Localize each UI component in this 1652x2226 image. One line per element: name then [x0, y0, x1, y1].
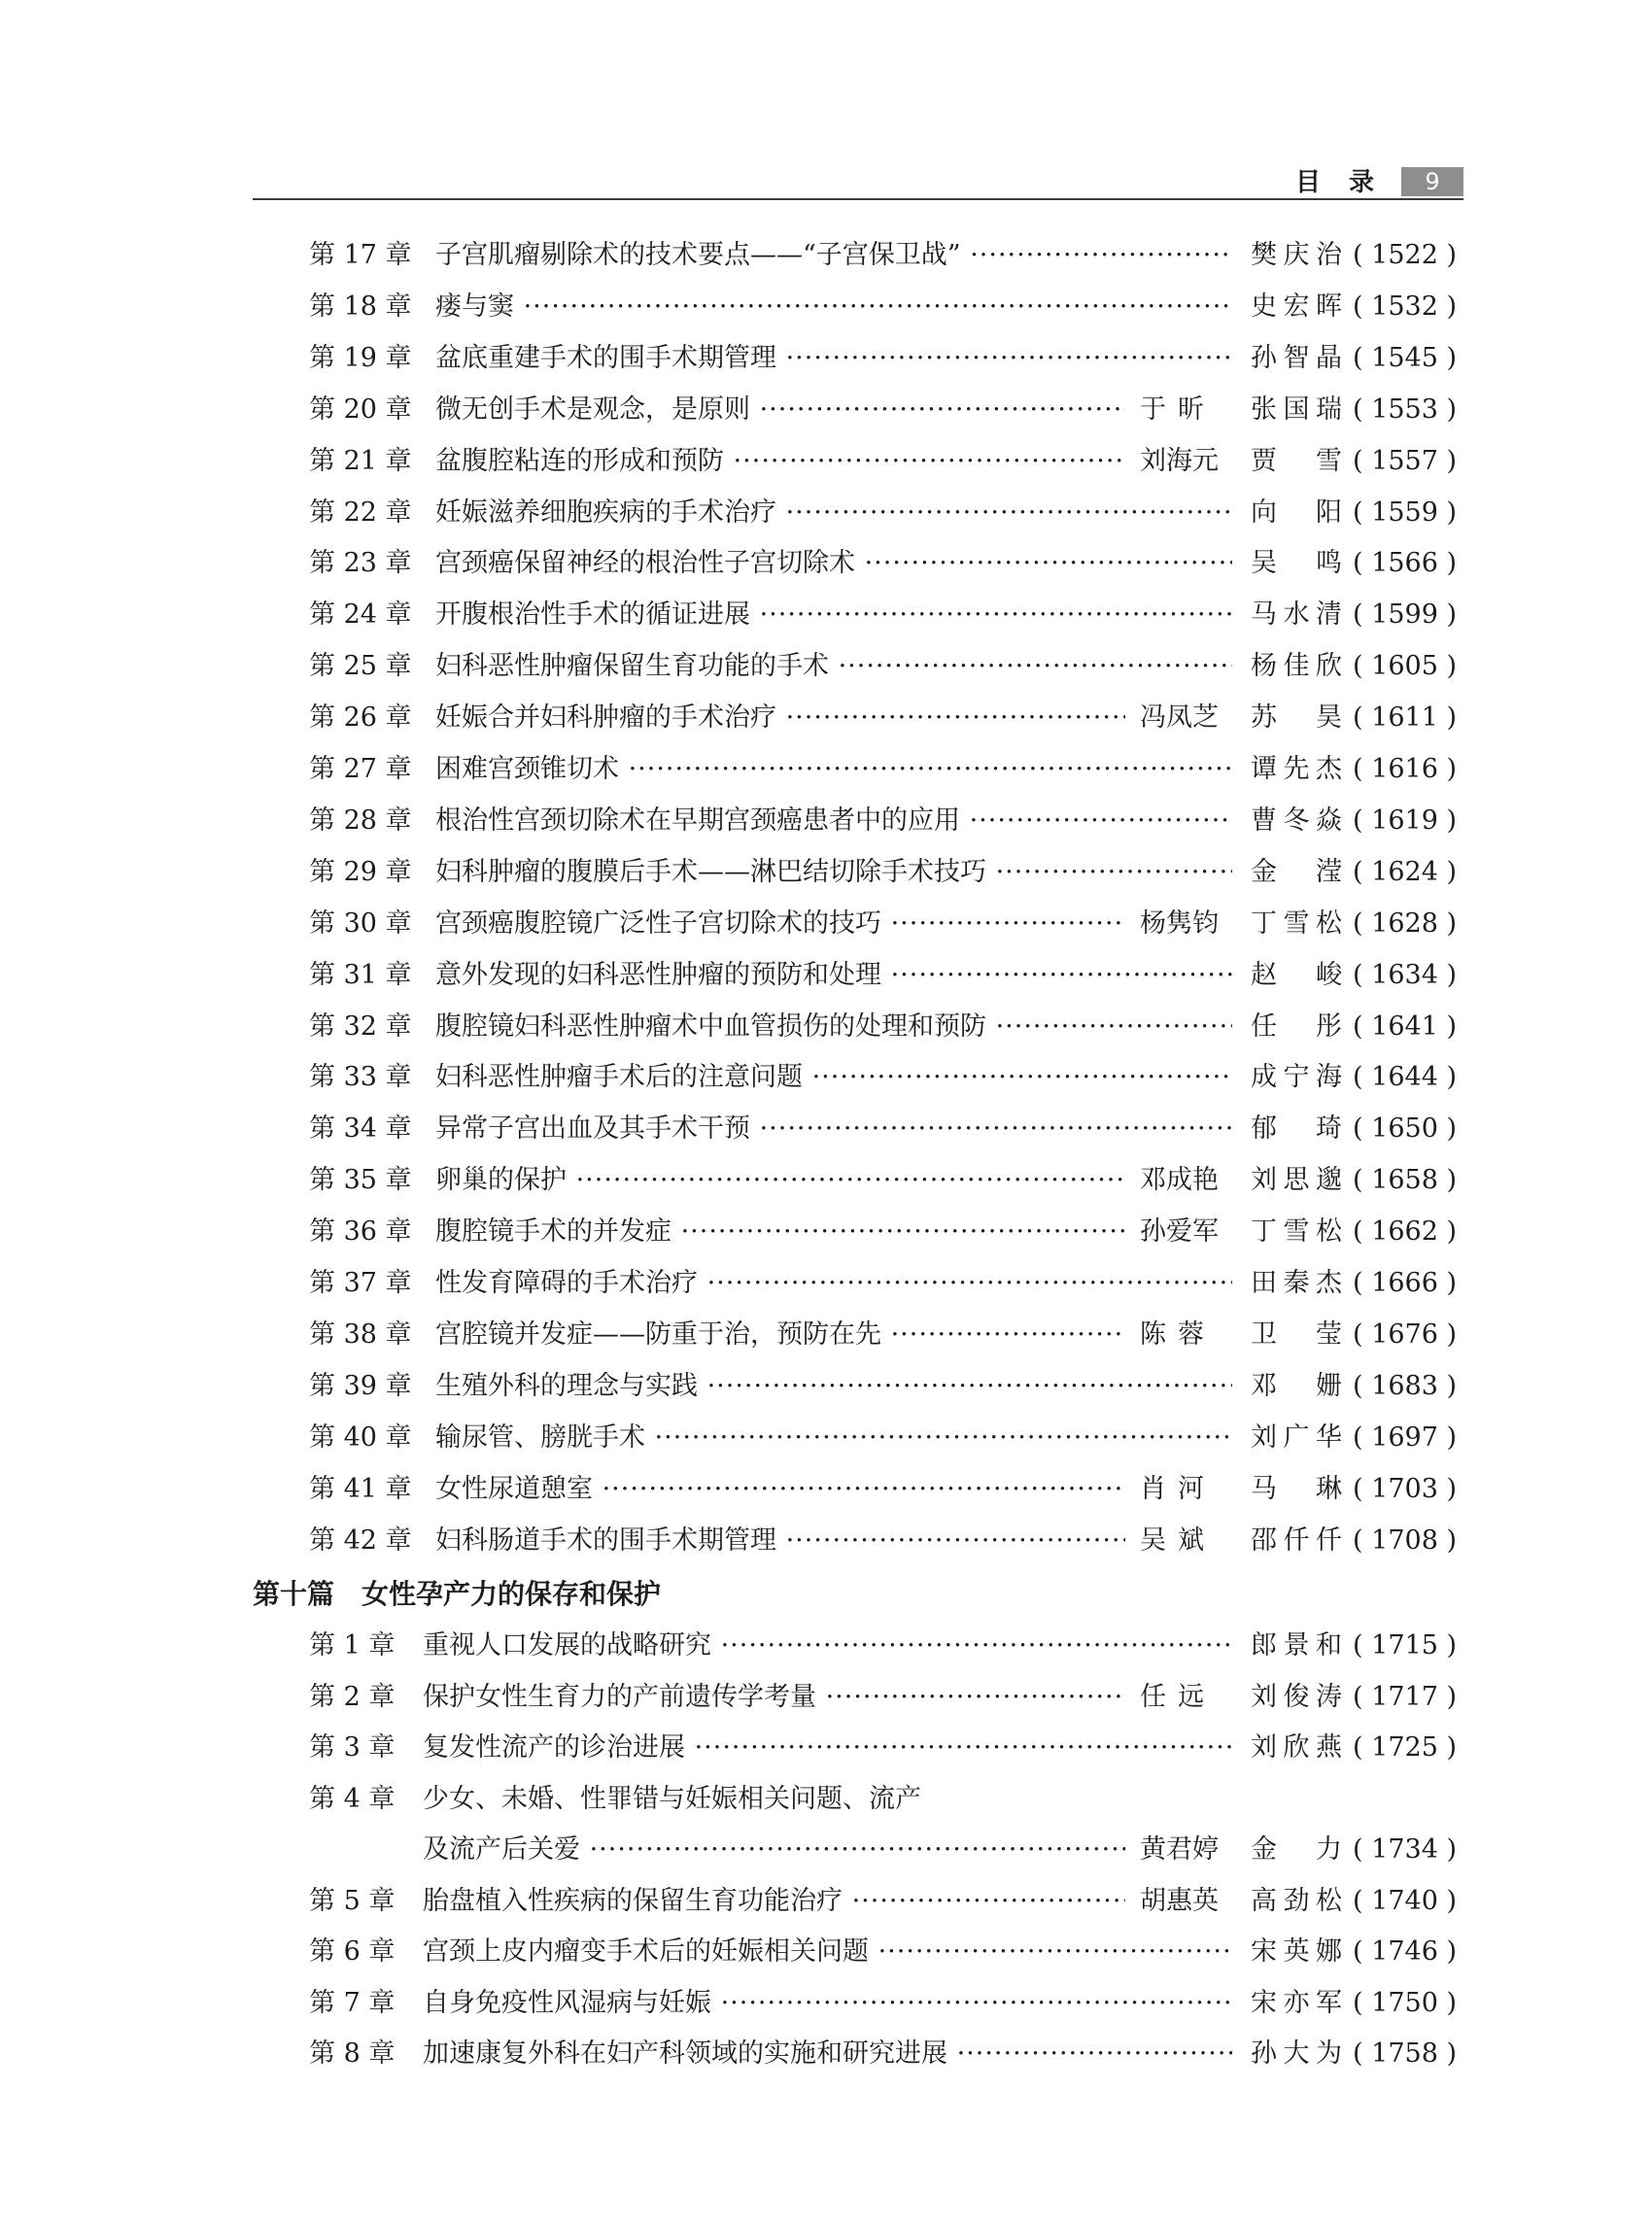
chapter-title: 妊娠滋养细胞疾病的手术治疗 ····· — [435, 494, 1232, 532]
chapter-number: 第 18 章 — [309, 291, 412, 322]
toc-entry[interactable] — [0, 2035, 1652, 2073]
page-ref: ( 1734 ) — [1353, 1834, 1457, 1865]
chapter-number: 第 32 章 — [309, 1010, 412, 1042]
author-first: 黄君婷 — [1140, 1834, 1219, 1865]
chapter-number: 第 35 章 — [309, 1165, 412, 1196]
page-ref: ( 1717 ) — [1353, 1681, 1457, 1712]
author-second: 马 琳 — [1251, 1473, 1342, 1504]
page-ref: ( 1559 ) — [1353, 497, 1457, 528]
page-ref: ( 1650 ) — [1353, 1113, 1457, 1145]
chapter-number: 第 19 章 — [309, 342, 412, 373]
chapter-number: 第 1 章 — [309, 1630, 396, 1661]
author-second: 成宁海 — [1251, 1062, 1342, 1093]
chapter-number: 第 23 章 — [309, 548, 412, 579]
chapter-number: 第 5 章 — [309, 1885, 396, 1916]
toc-entry[interactable] — [0, 956, 1652, 995]
author-second: 宋英娜 — [1251, 1936, 1342, 1967]
chapter-title: 微无创手术是观念，是原则 ····· — [435, 391, 1125, 429]
toc-entry[interactable] — [0, 1058, 1652, 1097]
page-ref: ( 1616 ) — [1353, 754, 1457, 784]
page-ref: ( 1666 ) — [1353, 1268, 1457, 1298]
chapter-title: 子宫肌瘤剔除术的技术要点——“子宫保卫战” ····· — [435, 236, 1232, 275]
header-title: 目 录 — [1294, 168, 1384, 197]
author-second: 丁雪松 — [1251, 1216, 1342, 1248]
page-ref: ( 1740 ) — [1353, 1885, 1457, 1916]
chapter-number: 第 37 章 — [309, 1268, 412, 1298]
page-ref: ( 1750 ) — [1353, 1987, 1457, 2018]
page-ref: ( 1628 ) — [1353, 908, 1457, 939]
chapter-number: 第 24 章 — [309, 599, 412, 631]
page-ref: ( 1725 ) — [1353, 1732, 1457, 1763]
author-second: 谭先杰 — [1251, 754, 1342, 784]
author-second: 邓 姗 — [1251, 1370, 1342, 1401]
author-second: 丁雪松 — [1251, 908, 1342, 939]
chapter-number: 第 4 章 — [309, 1783, 396, 1814]
toc-entry[interactable] — [0, 288, 1652, 326]
author-second: 马水清 — [1251, 599, 1342, 631]
chapter-title: 开腹根治性手术的循证进展 ····· — [435, 596, 1232, 634]
author-second: 苏 昊 — [1251, 702, 1342, 734]
toc-entry[interactable] — [0, 494, 1652, 532]
chapter-number: 第 2 章 — [309, 1681, 396, 1712]
author-second: 田秦杰 — [1251, 1268, 1342, 1298]
part-title: 第十篇 女性孕产力的保存和保护 — [253, 1578, 662, 1610]
chapter-number: 第 6 章 — [309, 1936, 396, 1967]
page-ref: ( 1557 ) — [1353, 445, 1457, 476]
toc-entry[interactable] — [0, 905, 1652, 943]
author-second: 郁 琦 — [1251, 1113, 1342, 1145]
page-ref: ( 1746 ) — [1353, 1936, 1457, 1967]
author-second: 刘欣燕 — [1251, 1732, 1342, 1763]
chapter-title: 生殖外科的理念与实践 ····· — [435, 1367, 1232, 1406]
chapter-number: 第 20 章 — [309, 394, 412, 425]
chapter-number: 第 41 章 — [309, 1473, 412, 1504]
toc-entry-continued[interactable] — [0, 1831, 1652, 1869]
toc-entry[interactable] — [0, 1522, 1652, 1560]
page-ref: ( 1545 ) — [1353, 342, 1457, 373]
page-ref: ( 1658 ) — [1353, 1165, 1457, 1196]
toc-entry[interactable] — [0, 1678, 1652, 1717]
toc-entry[interactable] — [0, 1367, 1652, 1406]
page-ref: ( 1715 ) — [1353, 1630, 1457, 1661]
chapter-title: 宫颈癌腹腔镜广泛性子宫切除术的技巧 ····· — [435, 905, 1125, 943]
chapter-number: 第 38 章 — [309, 1318, 412, 1350]
author-second: 郎景和 — [1251, 1630, 1342, 1661]
chapter-number: 第 3 章 — [309, 1732, 396, 1763]
author-second: 孙大为 — [1251, 2038, 1342, 2069]
author-first: 吴 斌 — [1140, 1524, 1204, 1556]
author-second: 邵仟仟 — [1251, 1524, 1342, 1556]
toc-entry[interactable] — [0, 544, 1652, 583]
chapter-title: 困难宫颈锥切术 ····· — [435, 750, 1232, 789]
page-number: 9 — [1401, 167, 1463, 196]
author-second: 高劲松 — [1251, 1885, 1342, 1916]
toc-entry[interactable] — [0, 1264, 1652, 1303]
chapter-number: 第 7 章 — [309, 1987, 396, 2018]
toc-entry[interactable] — [0, 1882, 1652, 1921]
chapter-title: 妊娠合并妇科肿瘤的手术治疗 ····· — [435, 699, 1125, 737]
author-first: 刘海元 — [1140, 445, 1219, 476]
author-second: 刘思邈 — [1251, 1165, 1342, 1196]
chapter-number: 第 8 章 — [309, 2038, 396, 2069]
chapter-title: 自身免疫性风湿病与妊娠 ····· — [423, 1984, 1232, 2023]
page-ref: ( 1641 ) — [1353, 1010, 1457, 1042]
chapter-title: 宫腔镜并发症——防重于治，预防在先 ····· — [435, 1316, 1125, 1354]
page-ref: ( 1644 ) — [1353, 1062, 1457, 1093]
page-ref: ( 1703 ) — [1353, 1473, 1457, 1504]
author-second: 孙智晶 — [1251, 342, 1342, 373]
page-header — [253, 167, 1463, 200]
chapter-title: 意外发现的妇科恶性肿瘤的预防和处理 ····· — [435, 956, 1232, 995]
page-ref: ( 1611 ) — [1353, 702, 1457, 734]
author-second: 金 力 — [1251, 1834, 1342, 1865]
page-ref: ( 1599 ) — [1353, 599, 1457, 631]
toc-entry[interactable] — [0, 699, 1652, 737]
chapter-number: 第 39 章 — [309, 1370, 412, 1401]
toc-entry[interactable] — [0, 1316, 1652, 1354]
chapter-title: 瘘与窦 ····· — [435, 288, 1232, 326]
chapter-title: 腹腔镜妇科恶性肿瘤术中血管损伤的处理和预防 ····· — [435, 1008, 1232, 1046]
author-second: 吴 鸣 — [1251, 548, 1342, 579]
page-ref: ( 1697 ) — [1353, 1421, 1457, 1453]
toc-entry[interactable] — [0, 1110, 1652, 1148]
page-ref: ( 1532 ) — [1353, 291, 1457, 322]
author-first: 于 昕 — [1140, 394, 1204, 425]
toc-entry[interactable] — [0, 1984, 1652, 2023]
chapter-title: 妇科肿瘤的腹膜后手术——淋巴结切除手术技巧 ····· — [435, 853, 1232, 892]
toc-entry[interactable] — [0, 1780, 1652, 1819]
chapter-title: 卵巢的保护 ····· — [435, 1161, 1125, 1200]
author-second: 刘俊涛 — [1251, 1681, 1342, 1712]
page-ref: ( 1708 ) — [1353, 1524, 1457, 1556]
author-second: 贾 雪 — [1251, 445, 1342, 476]
author-first: 陈 蓉 — [1140, 1318, 1204, 1350]
page-ref: ( 1758 ) — [1353, 2038, 1457, 2069]
chapter-title: 重视人口发展的战略研究 ····· — [423, 1627, 1232, 1665]
author-first: 邓成艳 — [1140, 1165, 1219, 1196]
page-ref: ( 1624 ) — [1353, 856, 1457, 887]
chapter-title: 妇科恶性肿瘤保留生育功能的手术 ····· — [435, 647, 1232, 686]
toc-entry[interactable] — [0, 802, 1652, 840]
page-ref: ( 1662 ) — [1353, 1216, 1457, 1248]
chapter-number: 第 33 章 — [309, 1062, 412, 1093]
toc-entry[interactable] — [0, 1627, 1652, 1665]
author-first: 杨隽钧 — [1140, 908, 1219, 939]
author-second: 卫 莹 — [1251, 1318, 1342, 1350]
toc-entry[interactable] — [0, 596, 1652, 634]
chapter-number: 第 27 章 — [309, 754, 412, 784]
chapter-number: 第 25 章 — [309, 651, 412, 682]
page-ref: ( 1676 ) — [1353, 1318, 1457, 1350]
author-second: 张国瑞 — [1251, 394, 1342, 425]
page-ref: ( 1683 ) — [1353, 1370, 1457, 1401]
chapter-title: 少女、未婚、性罪错与妊娠相关问题、流产 — [423, 1783, 921, 1814]
chapter-title: 宫颈上皮内瘤变手术后的妊娠相关问题 ····· — [423, 1933, 1232, 1971]
page-ref: ( 1605 ) — [1353, 651, 1457, 682]
toc-entry[interactable] — [0, 1933, 1652, 1971]
author-second: 史宏晖 — [1251, 291, 1342, 322]
page-ref: ( 1522 ) — [1353, 240, 1457, 270]
chapter-number: 第 36 章 — [309, 1216, 412, 1248]
author-first: 孙爱军 — [1140, 1216, 1219, 1248]
author-first: 任 远 — [1140, 1681, 1204, 1712]
chapter-number: 第 42 章 — [309, 1524, 412, 1556]
toc-entry[interactable] — [0, 647, 1652, 686]
chapter-title: 输尿管、膀胱手术 ····· — [435, 1419, 1232, 1457]
chapter-title: 盆底重建手术的围手术期管理 ····· — [435, 339, 1232, 378]
author-second: 刘广华 — [1251, 1421, 1342, 1453]
chapter-number: 第 30 章 — [309, 908, 412, 939]
author-second: 杨佳欣 — [1251, 651, 1342, 682]
chapter-title: 加速康复外科在妇产科领域的实施和研究进展 ····· — [423, 2035, 1232, 2073]
chapter-title: 盆腹腔粘连的形成和预防 ····· — [435, 442, 1125, 481]
chapter-title: 腹腔镜手术的并发症 ····· — [435, 1213, 1125, 1251]
author-second: 向 阳 — [1251, 497, 1342, 528]
page-ref: ( 1619 ) — [1353, 805, 1457, 836]
page-ref: ( 1566 ) — [1353, 548, 1457, 579]
author-first: 胡惠英 — [1140, 1885, 1219, 1916]
chapter-number: 第 28 章 — [309, 805, 412, 836]
chapter-title: 性发育障碍的手术治疗 ····· — [435, 1264, 1232, 1303]
chapter-title: 女性尿道憩室 ····· — [435, 1470, 1125, 1509]
chapter-title: 保护女性生育力的产前遗传学考量 ····· — [423, 1678, 1125, 1717]
chapter-number: 第 17 章 — [309, 240, 412, 270]
page-ref: ( 1553 ) — [1353, 394, 1457, 425]
toc-entry[interactable] — [0, 1729, 1652, 1767]
toc-entry[interactable] — [0, 1213, 1652, 1251]
chapter-number: 第 29 章 — [309, 856, 412, 887]
author-second: 任 彤 — [1251, 1010, 1342, 1042]
chapter-title: 妇科恶性肿瘤手术后的注意问题 ····· — [435, 1058, 1232, 1097]
author-second: 宋亦军 — [1251, 1987, 1342, 2018]
author-second: 赵 峻 — [1251, 959, 1342, 990]
chapter-title: 根治性宫颈切除术在早期宫颈癌患者中的应用 ····· — [435, 802, 1232, 840]
author-second: 金 滢 — [1251, 856, 1342, 887]
author-first: 冯凤芝 — [1140, 702, 1219, 734]
author-second: 樊庆治 — [1251, 240, 1342, 270]
toc-entry[interactable] — [0, 853, 1652, 892]
chapter-number: 第 31 章 — [309, 959, 412, 990]
toc-entry[interactable] — [0, 1161, 1652, 1200]
chapter-title: 异常子宫出血及其手术干预 ····· — [435, 1110, 1232, 1148]
author-second: 曹冬焱 — [1251, 805, 1342, 836]
chapter-title: 复发性流产的诊治进展 ····· — [423, 1729, 1232, 1767]
author-first: 肖 河 — [1140, 1473, 1204, 1504]
toc-entry[interactable] — [0, 391, 1652, 429]
toc-entry[interactable] — [0, 339, 1652, 378]
chapter-title-continued: 及流产后关爱 ····· — [423, 1831, 1125, 1869]
chapter-title: 妇科肠道手术的围手术期管理 ····· — [435, 1522, 1125, 1560]
toc-entry[interactable] — [0, 1419, 1652, 1457]
chapter-number: 第 34 章 — [309, 1113, 412, 1145]
chapter-number: 第 40 章 — [309, 1421, 412, 1453]
toc-entry[interactable] — [0, 750, 1652, 789]
chapter-number: 第 22 章 — [309, 497, 412, 528]
toc-entry[interactable] — [0, 442, 1652, 481]
chapter-title: 宫颈癌保留神经的根治性子宫切除术 ····· — [435, 544, 1232, 583]
toc-entry[interactable] — [0, 1470, 1652, 1509]
chapter-number: 第 26 章 — [309, 702, 412, 734]
toc-entry[interactable] — [0, 236, 1652, 275]
chapter-title: 胎盘植入性疾病的保留生育功能治疗 ····· — [423, 1882, 1125, 1921]
page-ref: ( 1634 ) — [1353, 959, 1457, 990]
toc-entry[interactable] — [0, 1008, 1652, 1046]
chapter-number: 第 21 章 — [309, 445, 412, 476]
